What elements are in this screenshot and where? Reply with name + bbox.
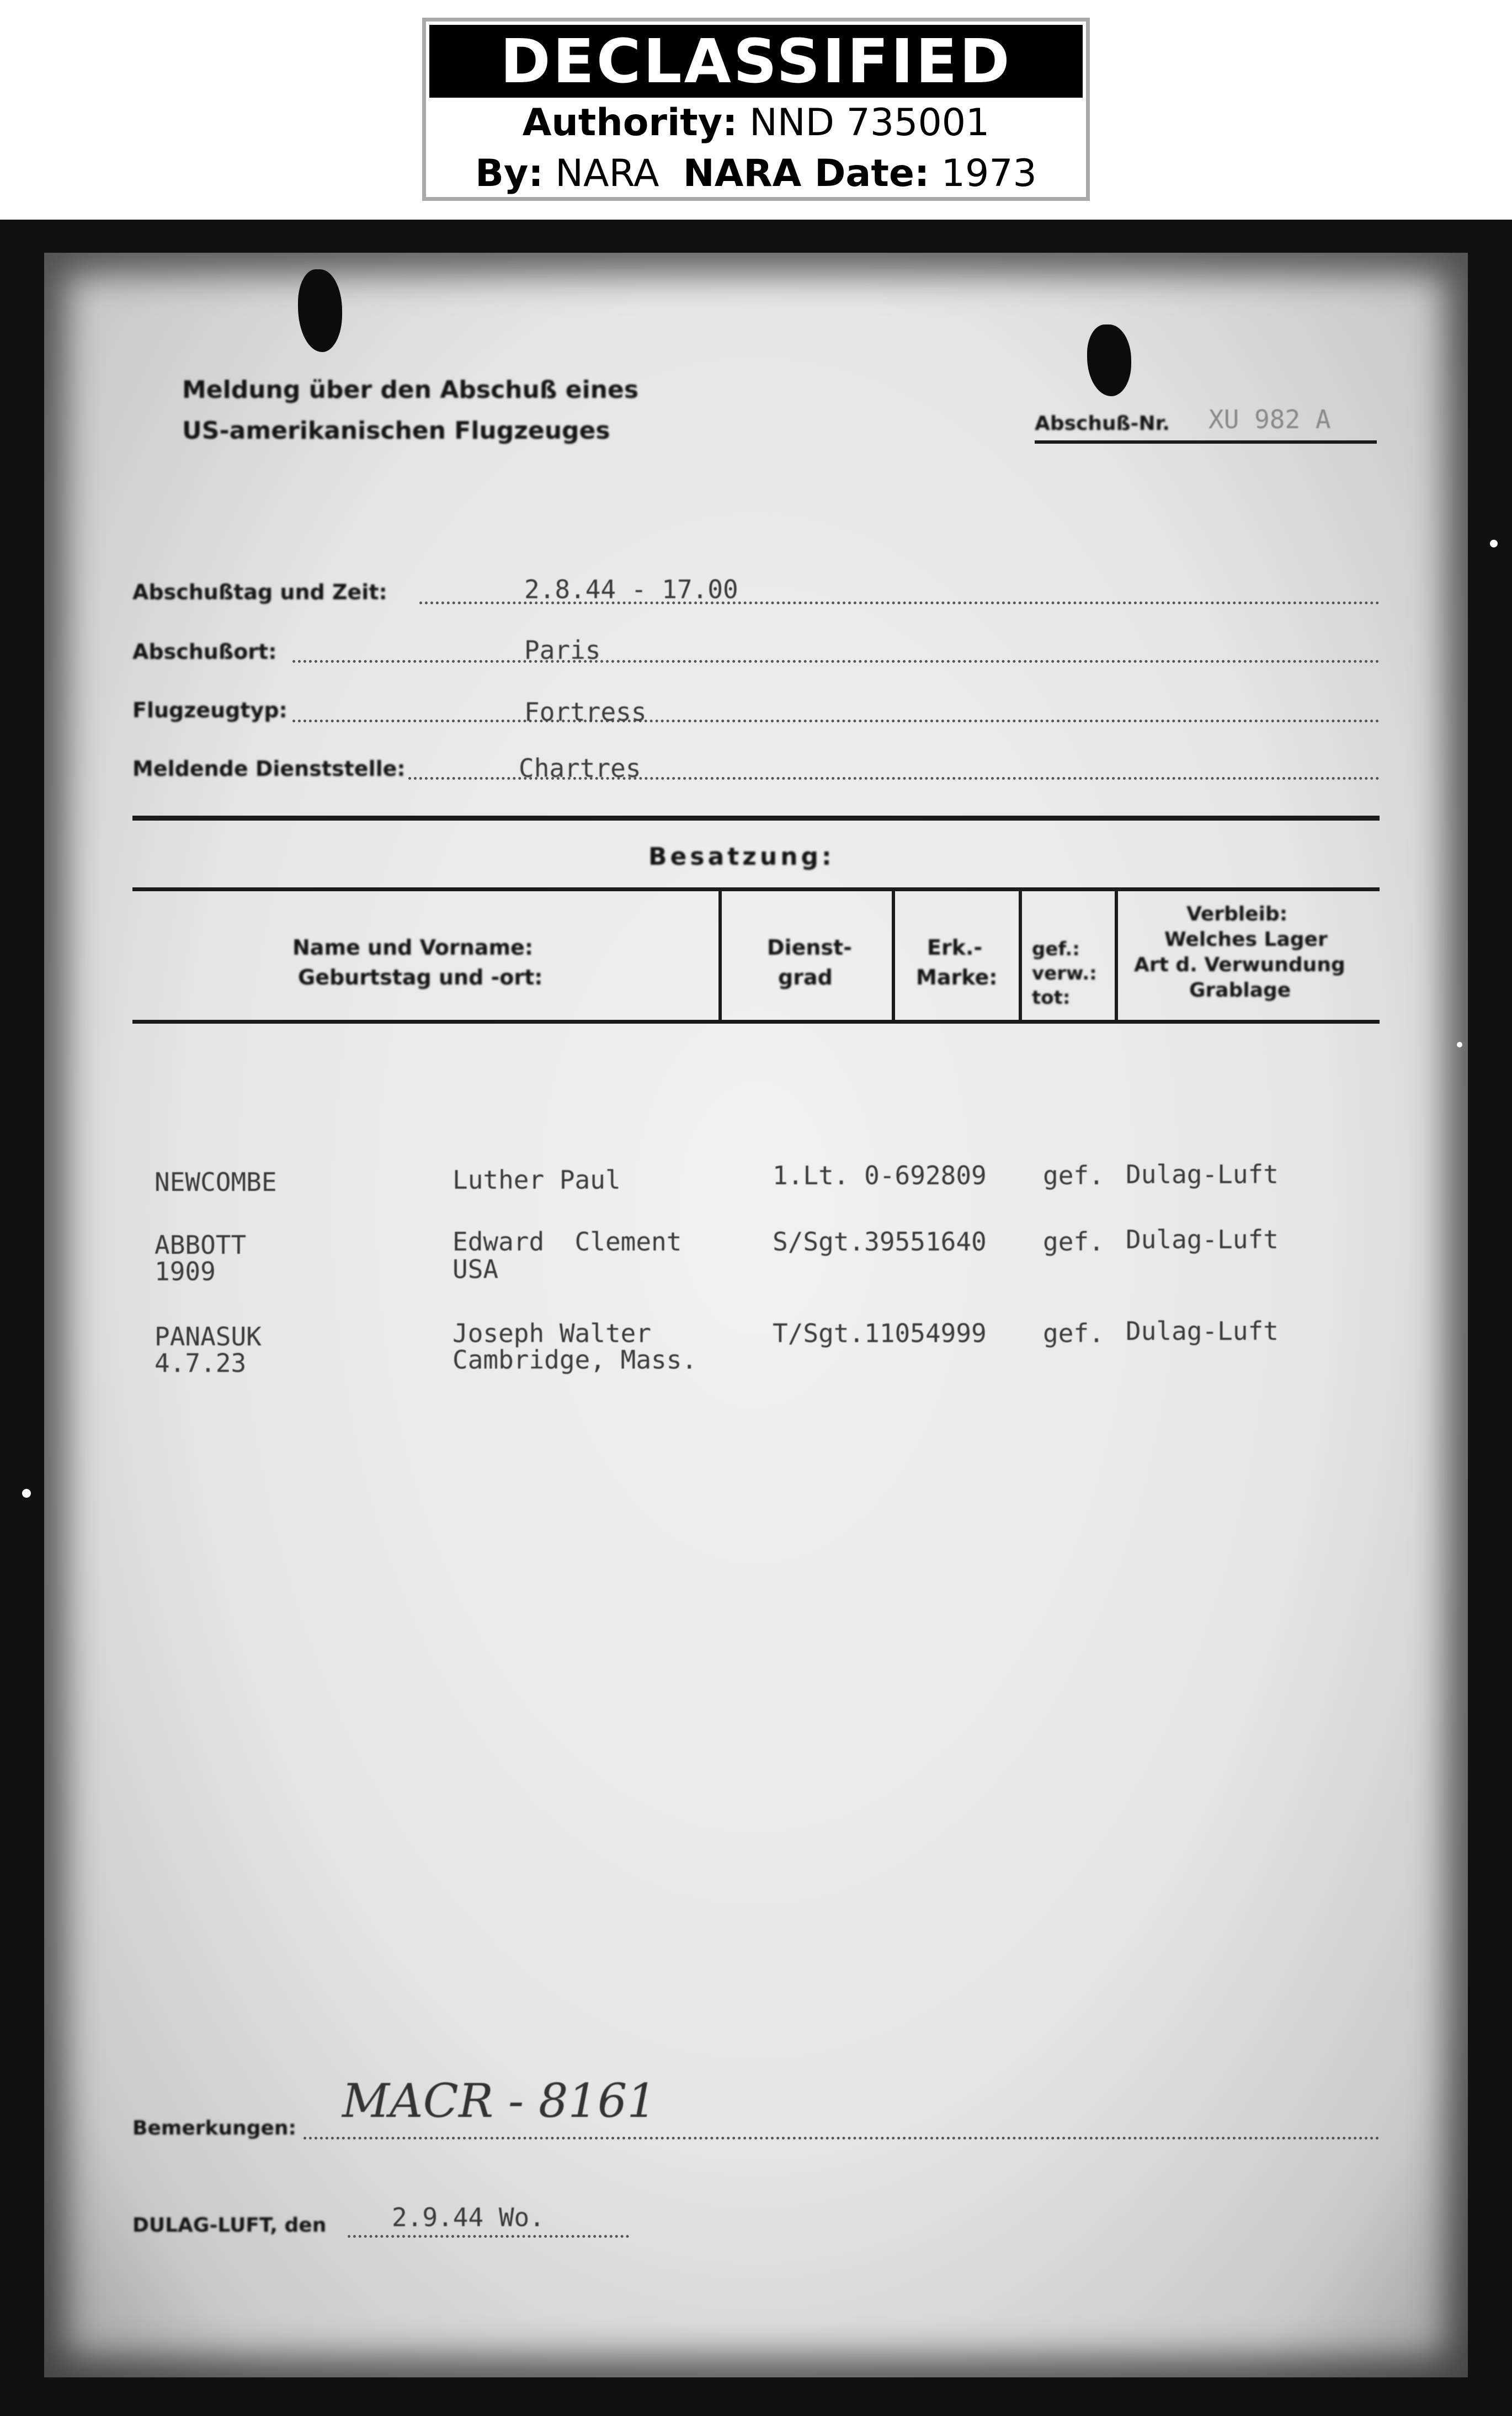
declassification-stamp — [422, 18, 1090, 201]
column-divider — [1115, 890, 1118, 1023]
field-label-date-time: Abschußtag und Zeit: — [132, 580, 387, 604]
crew-birth: 1909 — [155, 1257, 216, 1286]
stamp-authority-line — [426, 98, 1086, 148]
field-label-reporting-unit: Meldende Dienststelle: — [132, 757, 406, 781]
table-top-rule — [132, 887, 1380, 891]
col-header-tag: Marke: — [916, 965, 998, 989]
report-number-label: Abschuß-Nr. — [1035, 412, 1170, 435]
field-label-location: Abschußort: — [132, 640, 277, 664]
crew-given-name: Luther Paul — [452, 1165, 621, 1195]
crew-given-name: Joseph Walter — [452, 1318, 652, 1348]
field-dots — [292, 720, 1380, 722]
scan-speck — [1457, 1042, 1462, 1047]
scan-speck — [1490, 540, 1498, 547]
scan-speck — [22, 1489, 31, 1498]
remarks-dots — [304, 2137, 1380, 2140]
field-value-aircraft-type: Fortress — [524, 697, 647, 727]
crew-status: gef. — [1043, 1318, 1104, 1348]
crew-location: Dulag-Luft — [1126, 1225, 1279, 1254]
crew-rank-tag: 1.Lt. 0-692809 — [773, 1161, 987, 1190]
footer-dots — [348, 2235, 629, 2238]
col-header-verbleib: Art d. Verwundung — [1134, 954, 1345, 976]
crew-rank-tag: T/Sgt.11054999 — [773, 1318, 987, 1348]
field-value-date-time: 2.8.44 - 17.00 — [524, 574, 738, 604]
col-header-verbleib: Grablage — [1189, 979, 1291, 1002]
col-header-status: verw.: — [1032, 962, 1097, 985]
form-heading-line2: US-amerikanischen Flugzeuges — [182, 417, 610, 445]
crew-location: Dulag-Luft — [1126, 1159, 1279, 1189]
col-header-tag: Erk.- — [927, 935, 983, 960]
crew-surname: PANASUK — [155, 1322, 262, 1351]
footer-label: DULAG-LUFT, den — [132, 2214, 327, 2237]
by-value: NARA — [555, 152, 659, 195]
remarks-handwritten: MACR - 8161 — [342, 2074, 657, 2128]
column-divider — [892, 890, 895, 1023]
stamp-by-line — [426, 148, 1086, 199]
authority-value: NND 735001 — [749, 101, 990, 145]
nara-date-label: NARA Date: — [683, 152, 930, 195]
report-number-value: XU 982 A — [1208, 405, 1331, 434]
col-header-rank: grad — [778, 965, 833, 989]
crew-rank-tag: S/Sgt.39551640 — [773, 1227, 987, 1257]
crew-location: Dulag-Luft — [1126, 1316, 1279, 1346]
crew-origin: Cambridge, Mass. — [452, 1345, 698, 1375]
field-value-reporting-unit: Chartres — [519, 753, 641, 783]
document-sheet — [44, 253, 1468, 2377]
field-label-aircraft-type: Flugzeugtyp: — [132, 698, 288, 722]
stamp-title: DECLASSIFIED — [429, 25, 1083, 98]
col-header-verbleib: Verbleib: — [1186, 903, 1288, 925]
footer-date: 2.9.44 Wo. — [392, 2202, 545, 2232]
clip-mark — [298, 269, 342, 352]
field-dots — [292, 660, 1380, 663]
crew-given-name: Edward Clement — [452, 1227, 682, 1257]
section-rule — [132, 816, 1380, 821]
col-header-birth: Geburtstag und -ort: — [298, 965, 543, 989]
field-value-location: Paris — [524, 635, 601, 665]
scan-frame — [0, 220, 1512, 2416]
clip-mark — [1087, 324, 1131, 396]
nara-date-value: 1973 — [941, 152, 1037, 195]
report-number-underline — [1035, 440, 1377, 444]
column-divider — [718, 890, 722, 1023]
authority-label: Authority: — [522, 101, 738, 145]
col-header-name: Name und Vorname: — [292, 935, 534, 960]
table-header-bottom-rule — [132, 1020, 1380, 1024]
by-label: By: — [475, 152, 544, 195]
column-divider — [1019, 890, 1022, 1023]
crew-status: gef. — [1043, 1227, 1104, 1257]
crew-heading: Besatzung: — [648, 843, 835, 871]
crew-status: gef. — [1043, 1161, 1104, 1190]
crew-origin: USA — [452, 1254, 499, 1284]
form-heading-line1: Meldung über den Abschuß eines — [182, 376, 639, 404]
crew-surname: NEWCOMBE — [155, 1167, 277, 1197]
crew-surname: ABBOTT — [155, 1230, 247, 1260]
col-header-rank: Dienst- — [767, 935, 852, 960]
col-header-status: tot: — [1032, 987, 1071, 1009]
col-header-verbleib: Welches Lager — [1164, 928, 1328, 951]
remarks-label: Bemerkungen: — [132, 2117, 296, 2140]
col-header-status: gef.: — [1032, 938, 1080, 960]
crew-birth: 4.7.23 — [155, 1348, 247, 1378]
